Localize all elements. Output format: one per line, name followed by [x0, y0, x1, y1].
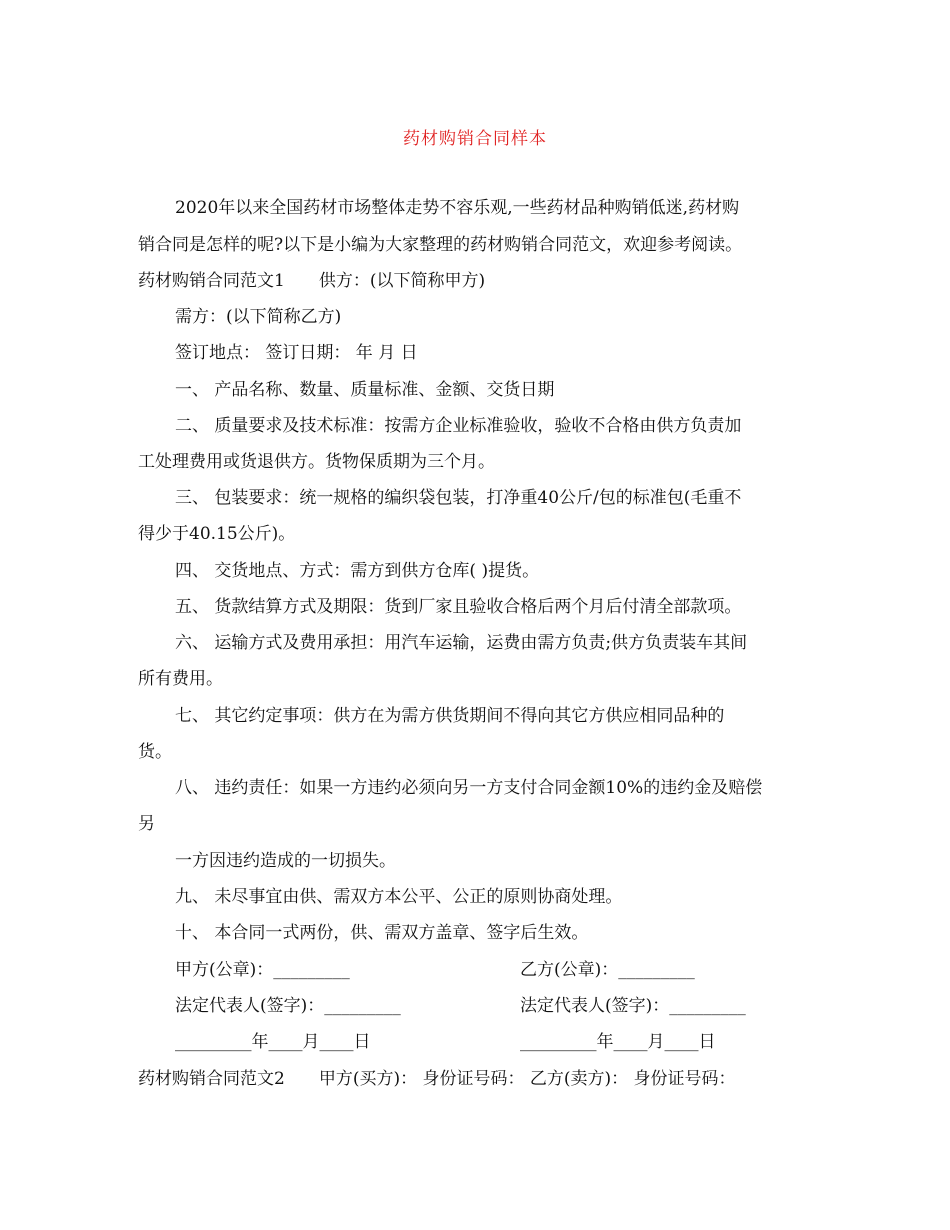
clause-8-line-2: 另: [138, 814, 155, 834]
clause-6-line-1: 六、 运输方式及费用承担：用汽车运输，运费由需方负责;供方负责装车其间: [175, 633, 748, 653]
clause-5: 五、 货款结算方式及期限：货到厂家且验收合格后两个月后付清全部款项。: [175, 597, 742, 617]
clause-8-line-3: 一方因违约造成的一切损失。: [175, 851, 396, 871]
clause-7-line-1: 七、 其它约定事项：供方在为需方供货期间不得向其它方供应相同品种的: [175, 706, 725, 726]
clause-8-line-1: 八、 违约责任：如果一方违约必须向另一方支付合同金额10%的违约金及赔偿: [175, 778, 763, 798]
buyer-line: 需方：(以下简称乙方): [175, 307, 342, 327]
party-a-date: _________年____月____日: [175, 1032, 371, 1052]
clause-4: 四、 交货地点、方式：需方到供方仓库( )提货。: [175, 561, 540, 581]
clause-10: 十、 本合同一式两份，供、需双方盖章、签字后生效。: [175, 923, 589, 943]
clause-7-line-2: 货。: [138, 742, 172, 762]
party-a-seal: 甲方(公章)：_________: [175, 960, 350, 980]
clause-3-line-2: 得少于40.15公斤)。: [138, 524, 296, 544]
intro-line-1: 2020年以来全国药材市场整体走势不容乐观,一些药材品种购销低迷,药材购: [175, 198, 740, 218]
clause-2-line-2: 工处理费用或货退供方。货物保质期为三个月。: [138, 452, 495, 472]
sample2-heading: 药材购销合同范文2 甲方(买方)： 身份证号码： 乙方(卖方)： 身份证号码：: [138, 1069, 736, 1089]
clause-6-line-2: 所有费用。: [138, 669, 223, 689]
clause-1: 一、 产品名称、数量、质量标准、金额、交货日期: [175, 380, 555, 400]
document-title: 药材购销合同样本: [403, 129, 547, 149]
party-b-date: _________年____月____日: [520, 1032, 716, 1052]
sample1-heading: 药材购销合同范文1 供方：(以下简称甲方): [138, 271, 486, 291]
sign-place-line: 签订地点： 签订日期： 年 月 日: [175, 343, 418, 363]
clause-3-line-1: 三、 包装要求：统一规格的编织袋包装，打净重40公斤/包的标准包(毛重不: [175, 488, 742, 508]
party-b-seal: 乙方(公章)：_________: [520, 960, 695, 980]
clause-9: 九、 未尽事宜由供、需双方本公平、公正的原则协商处理。: [175, 887, 623, 907]
intro-line-2: 销合同是怎样的呢?以下是小编为大家整理的药材购销合同范文，欢迎参考阅读。: [138, 235, 743, 255]
party-a-representative: 法定代表人(签字)：_________: [175, 996, 401, 1016]
party-b-representative: 法定代表人(签字)：_________: [520, 996, 746, 1016]
clause-2-line-1: 二、 质量要求及技术标准：按需方企业标准验收，验收不合格由供方负责加: [175, 416, 742, 436]
